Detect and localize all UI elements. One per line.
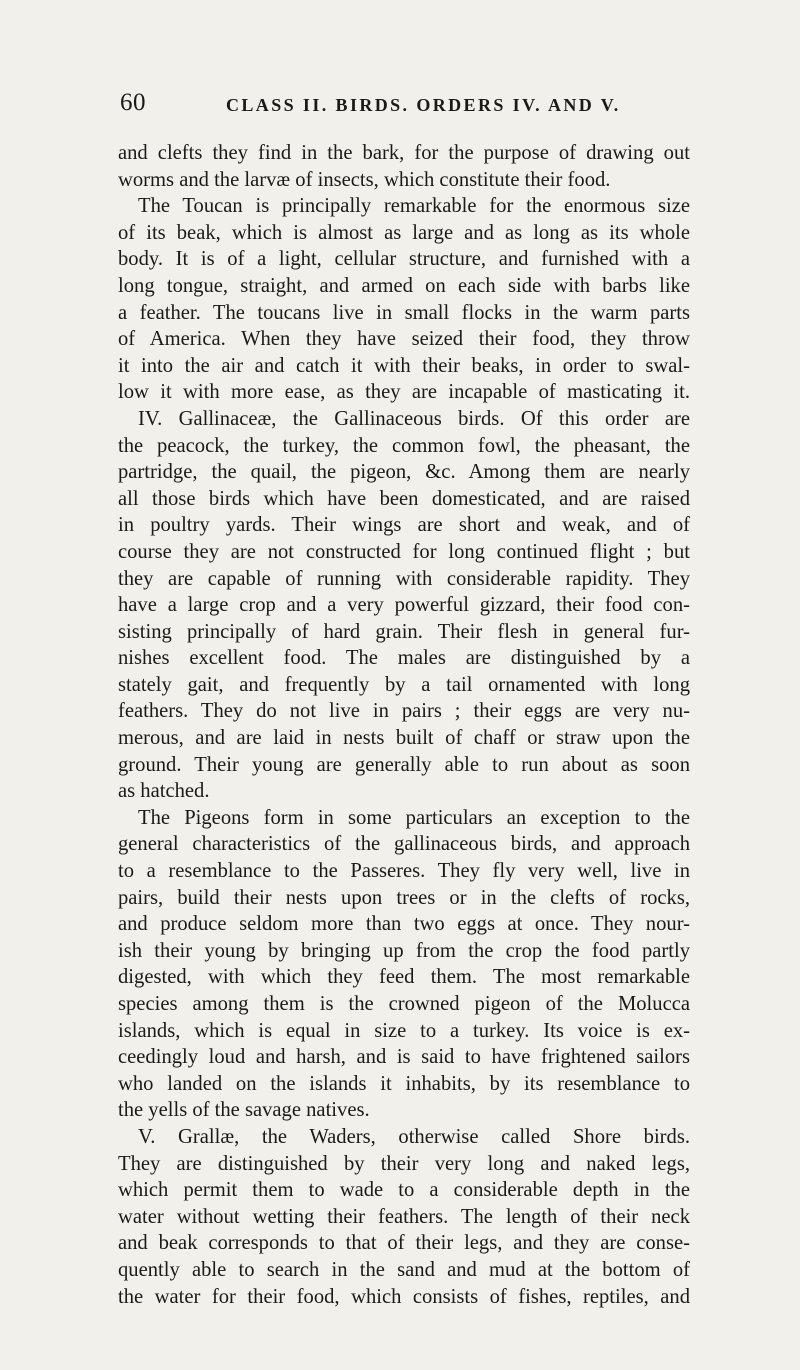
text-line: nishes excellent food. The males are distinguished by a bbox=[118, 647, 690, 670]
text-line: water without wetting their feathers. The length of their neck bbox=[118, 1205, 690, 1228]
body-text bbox=[118, 140, 690, 1310]
text-line: who landed on the islands it inhabits, by its resemblance to bbox=[118, 1072, 690, 1095]
text-line: long tongue, straight, and armed on each side with barbs like bbox=[118, 274, 690, 297]
text-line: ish their young by bringing up from the crop the food partly bbox=[118, 939, 690, 962]
text-line: and beak corresponds to that of their legs, and they are conse- bbox=[118, 1232, 690, 1255]
text-line: and produce seldom more than two eggs at once. They nour- bbox=[118, 913, 690, 936]
page-number: 60 bbox=[120, 89, 146, 116]
text-line: merous, and are laid in nests built of chaff or straw upon the bbox=[118, 727, 690, 750]
text-line: low it with more ease, as they are incapable of masticating it. bbox=[118, 381, 690, 404]
text-line: the peacock, the turkey, the common fowl, the pheasant, the bbox=[118, 434, 690, 457]
text-line: which permit them to wade to a considerable depth in the bbox=[118, 1179, 690, 1202]
text-line: worms and the larvæ of insects, which constitute their food. bbox=[118, 168, 611, 191]
text-line: They are distinguished by their very long and naked legs, bbox=[118, 1152, 690, 1175]
text-line: a feather. The toucans live in small flocks in the warm parts bbox=[118, 301, 690, 324]
text-line: to a resemblance to the Passeres. They fly very well, live in bbox=[118, 860, 690, 883]
text-line: as hatched. bbox=[118, 780, 210, 803]
text-line: The Toucan is principally remarkable for the enormous size bbox=[138, 195, 690, 218]
text-line: partridge, the quail, the pigeon, &c. Among them are nearly bbox=[118, 461, 690, 484]
text-line: ceedingly loud and harsh, and is said to have frightened sailors bbox=[118, 1046, 690, 1069]
text-line: islands, which is equal in size to a turkey. Its voice is ex- bbox=[118, 1019, 690, 1042]
text-line: the water for their food, which consists of fishes, reptiles, and bbox=[118, 1285, 690, 1308]
text-line: of America. When they have seized their food, they throw bbox=[118, 328, 690, 351]
text-line: quently able to search in the sand and mud at the bottom of bbox=[118, 1258, 690, 1281]
text-line: and clefts they find in the bark, for the purpose of drawing out bbox=[118, 142, 690, 164]
text-line: ground. Their young are generally able to run about as soon bbox=[118, 753, 690, 776]
text-line: digested, with which they feed them. The most remarkable bbox=[118, 966, 690, 989]
text-line: it into the air and catch it with their beaks, in order to swal- bbox=[118, 354, 690, 377]
text-line: IV. Gallinaceæ, the Gallinaceous birds. Of this order are bbox=[138, 407, 690, 430]
text-line: general characteristics of the gallinaceous birds, and approach bbox=[118, 833, 690, 856]
text-line: feathers. They do not live in pairs ; their eggs are very nu- bbox=[118, 700, 690, 723]
text-line: The Pigeons form in some particulars an exception to the bbox=[138, 806, 690, 829]
text-line: course they are not constructed for long continued flight ; but bbox=[118, 540, 690, 563]
text-line: all those birds which have been domesticated, and are raised bbox=[118, 487, 690, 510]
running-head-title: CLASS II. BIRDS. ORDERS IV. AND V. bbox=[226, 95, 621, 115]
text-line: species among them is the crowned pigeon of the Molucca bbox=[118, 993, 690, 1015]
text-line: the yells of the savage natives. bbox=[118, 1099, 370, 1122]
running-head bbox=[118, 88, 690, 118]
text-line: they are capable of running with considerable rapidity. They bbox=[118, 567, 690, 590]
text-line: in poultry yards. Their wings are short and weak, and of bbox=[118, 514, 690, 537]
text-line: V. Grallæ, the Waders, otherwise called Shore birds. bbox=[138, 1125, 690, 1148]
text-line: stately gait, and frequently by a tail ornamented with long bbox=[118, 673, 690, 696]
text-line: body. It is of a light, cellular structure, and furnished with a bbox=[118, 248, 690, 271]
text-line: have a large crop and a very powerful gizzard, their food con- bbox=[118, 594, 690, 617]
text-line: sisting principally of hard grain. Their flesh in general fur- bbox=[118, 620, 690, 643]
text-line: of its beak, which is almost as large and as long as its whole bbox=[118, 221, 690, 244]
text-line: pairs, build their nests upon trees or in the clefts of rocks, bbox=[118, 886, 690, 909]
